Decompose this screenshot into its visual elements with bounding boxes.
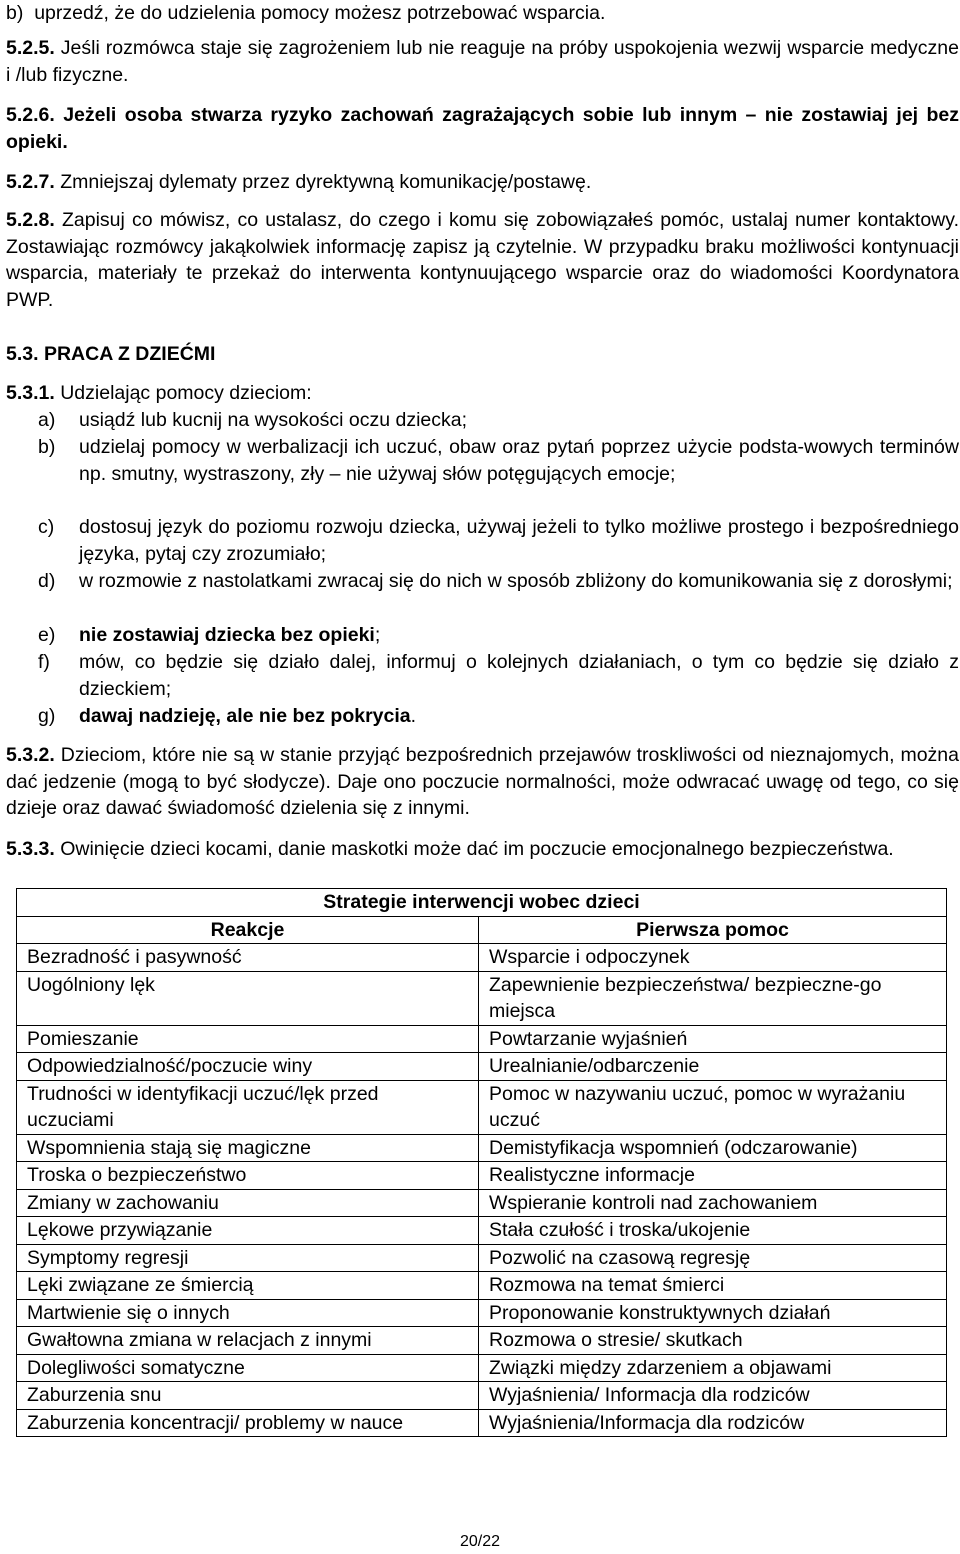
list-item-b: b) udzielaj pomocy w werbalizacji ich uczuć, obaw oraz pytań poprzez użycie podsta-wowych terminów np. smutny, wystraszony, zły – nie używaj słów potęgujących emocje; [38,436,959,485]
list-item-b-top: b) uprzedź, że do udzielenia pomocy możesz potrzebować wsparcia. [6,2,606,24]
paragraph-5-3-1-intro: 5.3.1. Udzielając pomocy dzieciom: [6,382,312,404]
page-number: 20/22 [459,1533,501,1550]
table-row: Zaburzenia snu Wyjaśnienia/ Informacja dla rodziców [17,1382,947,1410]
list-item-a: a) usiądź lub kucnij na wysokości oczu dziecka; [38,409,468,431]
paragraph-5-2-6: 5.2.6. Jeżeli osoba stwarza ryzyko zachowań zagrażających sobie lub innym – nie zostawiaj jej bez opieki. [6,104,959,153]
table-row: Wspomnienia stają się magiczne Demistyfikacja wspomnień (odczarowanie) [17,1134,947,1162]
table-row: Gwałtowna zmiana w relacjach z innymi Rozmowa o stresie/ skutkach [17,1327,947,1355]
strategies-table [16,888,947,1437]
paragraph-5-2-8: 5.2.8. Zapisuj co mówisz, co ustalasz, do czego i komu się zobowiązałeś pomóc, ustalaj numer kontaktowy. Zostawiając rozmówcy jakąkolwiek informację zapisz ją czytelnie. W przypadku braku możliwości kontynuacji wsparcia, materiały te przekaż do interwenta kontynuującego wsparcie oraz do wiadomości Koordynatora PWP. [6,209,959,311]
list-item-c: c) dostosuj język do poziomu rozwoju dziecka, używaj jeżeli to tylko możliwe prostego i bezpośredniego języka, pytaj czy zrozumiało; [38,516,959,565]
table-row: Odpowiedzialność/poczucie winy Urealnianie/odbarczenie [17,1053,947,1081]
list-item-f: f) mów, co będzie się działo dalej, informuj o kolejnych działaniach, o tym co będzie się działo z dzieckiem; [38,651,959,700]
list-item-g: g) dawaj nadzieję, ale nie bez pokrycia. [38,705,417,727]
table-row: Lęki związane ze śmiercią Rozmowa na temat śmierci [17,1272,947,1300]
table-header-pierwsza-pomoc: Pierwsza pomoc [479,916,947,944]
table-row: Trudności w identyfikacji uczuć/lęk przed uczuciami Pomoc w nazywaniu uczuć, pomoc w wyrażaniu uczuć [17,1080,947,1134]
table-header-reakcje: Reakcje [17,916,479,944]
table-row: Bezradność i pasywność Wsparcie i odpoczynek [17,944,947,972]
paragraph-5-3-2: 5.3.2. Dzieciom, które nie są w stanie przyjąć bezpośrednich przejawów troskliwości od nieznajomych, można dać jedzenie (mogą to być słodycze). Daje ono poczucie normalności, może odwracać uwagę od tego, co się dzieje oraz dawać świadomość dzielenia się z innymi. [6,744,960,819]
table-row: Zmiany w zachowaniu Wspieranie kontroli nad zachowaniem [17,1189,947,1217]
table-row: Symptomy regresji Pozwolić na czasową regresję [17,1244,947,1272]
list-item-d: d) w rozmowie z nastolatkami zwracaj się do nich w sposób zbliżony do komunikowania się z dorosłymi; [38,570,953,592]
table-title: Strategie interwencji wobec dzieci [17,889,947,917]
table-row: Lękowe przywiązanie Stała czułość i troska/ukojenie [17,1217,947,1245]
list-item-e: e) nie zostawiaj dziecka bez opieki; [38,624,381,646]
table-row: Dolegliwości somatyczne Związki między zdarzeniem a objawami [17,1354,947,1382]
table-row: Pomieszanie Powtarzanie wyjaśnień [17,1025,947,1053]
table-row: Martwienie się o innych Proponowanie konstruktywnych działań [17,1299,947,1327]
paragraph-5-3-3: 5.3.3. Owinięcie dzieci kocami, danie maskotki może dać im poczucie emocjonalnego bezpieczeństwa. [6,838,894,860]
table-row: Troska o bezpieczeństwo Realistyczne informacje [17,1162,947,1190]
section-heading: 5.3. PRACA Z DZIEĆMI [6,343,216,365]
table-row: Zaburzenia koncentracji/ problemy w nauce Wyjaśnienia/Informacja dla rodziców [17,1409,947,1437]
paragraph-5-2-7: 5.2.7. Zmniejszaj dylematy przez dyrektywną komunikację/postawę. [6,171,592,193]
paragraph-5-2-5: 5.2.5. Jeśli rozmówca staje się zagrożeniem lub nie reaguje na próby uspokojenia wezwij wsparcie medyczne i /lub fizyczne. [6,37,959,86]
table-row: Uogólniony lęk Zapewnienie bezpieczeństwa/ bezpieczne-go miejsca [17,971,947,1025]
